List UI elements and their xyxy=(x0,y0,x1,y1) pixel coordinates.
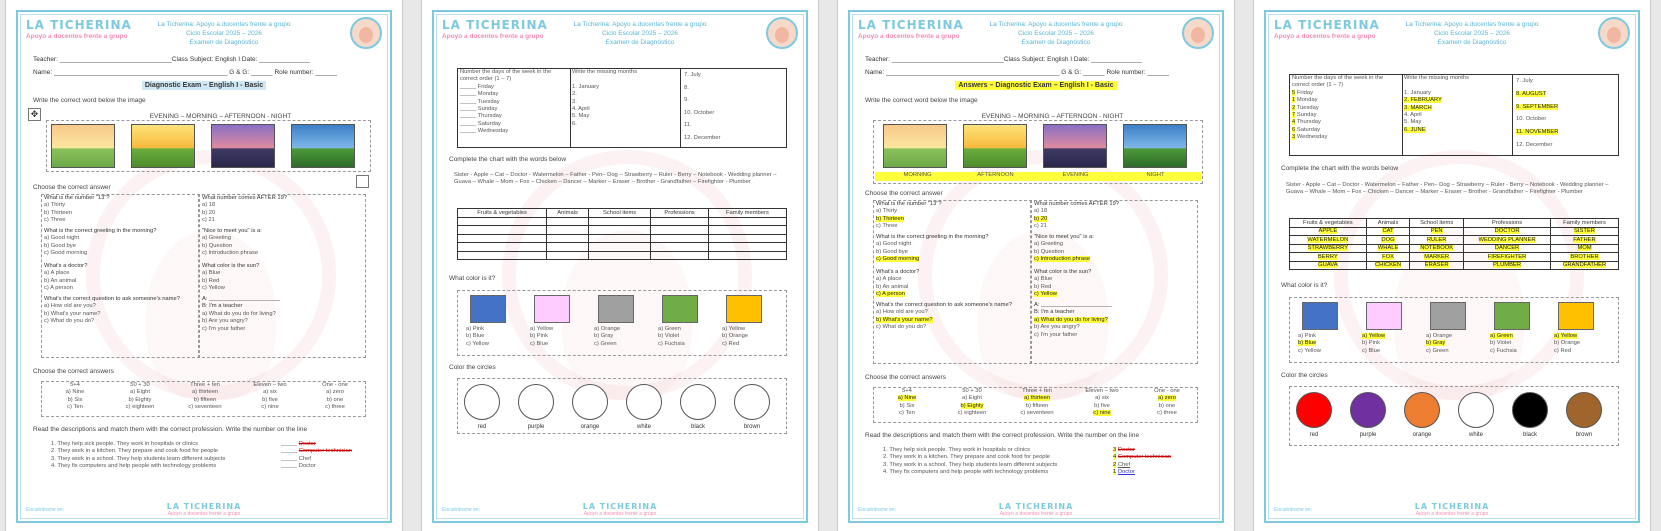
color-options: a) Pink b) Blue c) Yellow xyxy=(466,326,489,347)
evening-image xyxy=(1043,124,1107,168)
sum-column: One - one a) zero b) one c) three xyxy=(1154,388,1180,417)
sum-column: One - one a) zero b) one c) three xyxy=(322,382,348,411)
days-list: Number the days of the week in the correct order (1 – 7) _____ Friday _____ Monday _____ Tuesday _____ Sunday _____ Thursday _____ Saturday _____ Wednesday xyxy=(460,69,552,135)
chart-answers-table: Fruits & vegetables Animals School items Professions Family members APPLE CAT PEN DOCTOR SISTER WATERMELON DOG RULER WEDDING PLANNER FATHER STRAWBERRY WHALE NOTEBOOK DANCER MOM BERRY FOX MARKER FIREFIGHTER BROTHER GUAVA CHICKEN ERASER PLUMBER GRANDFATHER xyxy=(1289,218,1619,270)
color-circle[interactable] xyxy=(1404,392,1440,428)
circle-label: orange xyxy=(1412,432,1432,438)
question-8: A: ______________________ B: I'm a teacher a) What do you do for living? b) Are you angry? c) I'm your father xyxy=(202,296,281,332)
color-swatch xyxy=(1494,302,1530,330)
table-row: STRAWBERRY WHALE NOTEBOOK DANCER MOM xyxy=(1290,244,1619,253)
circle-label: black xyxy=(1522,432,1537,438)
sum-column: 5+4 a) Nine b) Six c) Ten xyxy=(65,382,85,411)
table-row: BERRY FOX MARKER FIREFIGHTER BROTHER xyxy=(1290,253,1619,262)
sum-column: 5+4 a) Nine b) Six c) Ten xyxy=(897,388,917,417)
descriptions-list: 1. They help sick people. They work in hospitals or clinics 2. They work in a kitchen. They prepare and cook food for people 3. They work in a school. They help students learn different subjects 4. They fix computers and help people with technology problems xyxy=(51,441,226,470)
brand-logo: LA TICHERINA xyxy=(858,18,964,32)
circle-label: white xyxy=(636,424,651,430)
chart-table: Fruits & vegetables Animals School items Professions Family members xyxy=(457,208,787,260)
question-2: What number comes AFTER 19? a) 18 b) 20 c) 21 xyxy=(202,195,288,224)
page-header: La Ticherina: Apoyo a docentes frente a grupo Ciclo Escolar 2025 – 2026 Examen de Diagnóstico xyxy=(989,21,1123,46)
color-swatch xyxy=(726,295,762,323)
circle-label: red xyxy=(477,424,487,430)
color-circle[interactable] xyxy=(1512,392,1548,428)
color-options: a) Pink b) Blue c) Yellow xyxy=(1298,333,1321,354)
section-title: Write the correct word below the image xyxy=(33,97,146,104)
color-circle[interactable] xyxy=(626,384,662,420)
footer-brand: LA TICHERINA xyxy=(166,502,242,511)
page-header: La Ticherina: Apoyo a docentes frente a grupo Ciclo Escolar 2025 – 2026 Examen de Diagnóstico xyxy=(1405,21,1539,46)
color-circle[interactable] xyxy=(1566,392,1602,428)
color-circle[interactable] xyxy=(1296,392,1332,428)
afternoon-image xyxy=(131,124,195,168)
color-circle[interactable] xyxy=(734,384,770,420)
color-options: a) Yellow b) Pink c) Blue xyxy=(530,326,554,347)
question-1: What is the number "13"? a) Thirty b) Thirteen c) Three xyxy=(44,195,110,224)
months-right: 7. July 8. 9. 10. October 11. 12. December xyxy=(684,72,721,141)
move-handle-icon[interactable]: ✥ xyxy=(28,108,41,121)
footer-brand: LA TICHERINA xyxy=(1414,502,1490,511)
night-image xyxy=(1123,124,1187,168)
afternoon-image xyxy=(963,124,1027,168)
avatar xyxy=(350,17,382,49)
circle-label: white xyxy=(1468,432,1483,438)
avatar xyxy=(1598,17,1630,49)
avatar xyxy=(766,17,798,49)
section-title: Read the descriptions and match them with the correct profession. Write the number on the line xyxy=(33,426,308,433)
page-2: LA TICHERINA Apoyo a docentes frente a grupo La Ticherina: Apoyo a docentes frente a grupo Ciclo Escolar 2025 – 2026 Examen de Diagnóstico Number the days of the week in the correct order (1 – 7) _____ Friday _____ Monday _____ Tuesday _____ Sunday _____ Thursday _____ Saturday _____ Wednesday Write the missing months 1. January 2. 3. 4. April 5. May 6. 7. July 8. 9. 10. October 11. 12. December Complete the chart with the words below Sister - Apple – Cat – Doctor - Watermelon – Father - Pen– Dog – Strawberry – Ruler - Berry – Notebook - Wedding planner – Guava – Whale – Mom – Fox – Chicken – Dancer – Marker – Eraser – Brother - Grandfather – Firefighter - Plumber Fruits & vegetables Animals School items Professions Family members What color is it? a) Pink b) Blue c) Yellow a) Yellow b) Pink c) Blue a) Orange b) Gray c) Green a) Green b) Violet c) Fuchsia a) Yellow b) Orange c) Red Color the circles red purple orange white black brown Encuéntrame en: LA TICHERINA Apoyo a docentes frente a grupo xyxy=(421,0,819,531)
section-title: Choose the correct answer xyxy=(33,184,111,191)
color-circle[interactable] xyxy=(518,384,554,420)
color-options: a) Yellow b) Orange c) Red xyxy=(1554,333,1581,354)
months-left: Write the missing months 1. January 2. 3. 4. April 5. May 6. xyxy=(572,69,637,127)
sum-column: Three + ten a) thirteen b) fifteen c) seventeen xyxy=(1020,388,1054,417)
page-header: La Ticherina: Apoyo a docentes frente a grupo Ciclo Escolar 2025 – 2026 Examen de Diagnóstico xyxy=(573,21,707,46)
color-options: a) Yellow b) Pink c) Blue xyxy=(1362,333,1386,354)
circle-label: orange xyxy=(580,424,600,430)
page-title: Diagnostic Exam – English I - Basic xyxy=(142,81,266,90)
answer-label: NIGHT xyxy=(1146,172,1165,178)
color-swatch xyxy=(598,295,634,323)
circle-label: brown xyxy=(743,424,761,430)
footer-brand: LA TICHERINA xyxy=(998,502,1074,511)
color-swatch xyxy=(534,295,570,323)
table-row: APPLE CAT PEN DOCTOR SISTER xyxy=(1290,227,1619,236)
section-title: Color the circles xyxy=(449,364,496,371)
brand-logo: LA TICHERINA xyxy=(1274,18,1380,32)
color-swatch xyxy=(1366,302,1402,330)
page-1: LA TICHERINA Apoyo a docentes frente a grupo La Ticherina: Apoyo a docentes frente a grupo Ciclo Escolar 2025 – 2026 Examen de Diagnóstico Teacher: _______________________________Class Subject: English I Date: ______________ Name: ________________________________________________ G & G: ______ Role number: ______ Diagnostic Exam – English I - Basic Write the correct word below the image ✥ EVENING – MORNING – AFTERNOON - NIGHT Choose the correct answer What is the number "13"? a) Thirty b) Thirteen c) Three What number comes AFTER 19? a) 18 b) 20 c) 21 What is the correct greeting in the morning? a) Good night b) Good bye c) Good morning "Nice to meet you" is a: a) Greeting b) Question c) Introduction phrase What's a doctor? a) A place b) An animal c) A person What color is the sun? a) Blue b) Red c) Yellow What's the correct question to ask someone's name? a) How old are you? b) What's your name? c) What do you do? A: ______________________ B: I'm a teacher a) What do you do for living? b) Are you angry? c) I'm your father Choose the correct answers 5+4 a) Nine b) Six c) Ten 50 + 30 a) Eight b) Eighty c) eighteen Three + ten a) thirteen b) fifteen c) seventeen Eleven – two a) six b) five c) nine One - one a) zero b) one c) three Read the descriptions and match them with the correct profession. Write the number on the line 1. They help sick people. They work in hospitals or clinics 2. They work in a kitchen. They prepare and cook food for people 3. They work in a school. They help students learn different subjects 4. They fix computers and help people with technology problems _____ Doctor _____ Computer technician _____ Chef _____ Doctor Encuéntrame en: LA TICHERINA Apoyo a docentes frente a grupo xyxy=(5,0,403,531)
color-swatch xyxy=(470,295,506,323)
page-header: La Ticherina: Apoyo a docentes frente a grupo Ciclo Escolar 2025 – 2026 Examen de Diagnóstico xyxy=(157,21,291,46)
page-4: LA TICHERINA Apoyo a docentes frente a grupo La Ticherina: Apoyo a docentes frente a grupo Ciclo Escolar 2025 – 2026 Examen de Diagnóstico Number the days of the week in the correct order (1 – 7) 5 Friday 1 Monday 2 Tuesday 7 Sunday 4 Thursday 6 Saturday 3 Wednesday Write the missing months 1. January 2. FEBRUARY 3. MARCH 4. April 5. May 6. JUNE 7. July 8. AUGUST 9. SEPTEMBER 10. October 11. NOVEMBER 12. December Complete the chart with the words below Sister - Apple – Cat – Doctor - Watermelon – Father - Pen– Dog – Strawberry – Ruler - Berry – Notebook - Wedding planner – Guava – Whale – Mom – Fox – Chicken – Dancer – Marker – Eraser – Brother - Grandfather – Firefighter - Plumber Fruits & vegetables Animals School items Professions Family members APPLE CAT PEN DOCTOR SISTER WATERMELON DOG RULER WEDDING PLANNER FATHER STRAWBERRY WHALE NOTEBOOK DANCER MOM BERRY FOX MARKER FIREFIGHTER BROTHER GUAVA CHICKEN ERASER PLUMBER GRANDFATHER What color is it? a) Pink b) Blue c) Yellow a) Yellow b) Pink c) Blue a) Orange b) Gray c) Green a) Green b) Violet c) Fuchsia a) Yellow b) Orange c) Red Color the circles red purple orange white black brown Encuéntrame en: LA TICHERINA Apoyo a docentes frente a grupo xyxy=(1253,0,1651,531)
morning-image xyxy=(883,124,947,168)
color-options: a) Green b) Violet c) Fuchsia xyxy=(658,326,685,347)
circle-label: purple xyxy=(527,424,545,430)
sum-column: Eleven – two a) six b) five c) nine xyxy=(253,382,287,411)
question-3: What is the correct greeting in the morning? a) Good night b) Good bye c) Good morning xyxy=(44,228,157,257)
image-word-bank: EVENING – MORNING – AFTERNOON - NIGHT xyxy=(149,113,292,120)
question-7: What's the correct question to ask someone's name? a) How old are you? b) What's your name? c) What do you do? xyxy=(44,296,180,325)
months-answers-left: Write the missing months 1. January 2. FEBRUARY 3. MARCH 4. April 5. May 6. JUNE xyxy=(1404,75,1469,133)
section-title: Choose the correct answers xyxy=(33,368,114,375)
footer-brand: LA TICHERINA xyxy=(582,502,658,511)
night-image xyxy=(291,124,355,168)
brand-tagline: Apoyo a docentes frente a grupo xyxy=(26,33,128,40)
question-4: "Nice to meet you" is a: a) Greeting b) Question c) Introduction phrase xyxy=(202,228,262,257)
answer-label: AFTERNOON xyxy=(977,172,1014,178)
color-swatch xyxy=(662,295,698,323)
answers-professions: 3 Doctor 4 Computer technician 2 Chef 1 Doctor xyxy=(1113,447,1172,476)
avatar xyxy=(1182,17,1214,49)
social-links: Encuéntrame en: xyxy=(26,507,65,513)
answer-label: EVENING xyxy=(1062,172,1089,178)
evening-image xyxy=(211,124,275,168)
brand-logo: LA TICHERINA xyxy=(26,18,132,32)
color-circle[interactable] xyxy=(464,384,500,420)
color-options: a) Yellow b) Orange c) Red xyxy=(722,326,749,347)
color-circle[interactable] xyxy=(572,384,608,420)
professions-list: _____ Doctor _____ Computer technician _____ Chef _____ Doctor xyxy=(281,441,352,470)
answers-title: Answers – Diagnostic Exam – English I - Basic xyxy=(955,81,1116,90)
brand-logo: LA TICHERINA xyxy=(442,18,548,32)
teacher-line: Teacher: _______________________________Class Subject: English I Date: ______________ xyxy=(33,56,310,63)
sum-column: 50 + 30 a) Eight b) Eighty c) eighteen xyxy=(957,388,987,417)
sum-column: 50 + 30 a) Eight b) Eighty c) eighteen xyxy=(125,382,155,411)
circle-label: red xyxy=(1309,432,1319,438)
answer-label: MORNING xyxy=(903,172,932,178)
color-options: a) Green b) Violet c) Fuchsia xyxy=(1490,333,1517,354)
table-row: GUAVA CHICKEN ERASER PLUMBER GRANDFATHER xyxy=(1290,261,1619,270)
circle-label: black xyxy=(690,424,705,430)
color-swatch xyxy=(1430,302,1466,330)
color-options: a) Orange b) Gray c) Green xyxy=(594,326,621,347)
chart-word-bank: Sister - Apple – Cat – Doctor - Watermelon – Father - Pen– Dog – Strawberry – Ruler - Berry – Notebook - Wedding planner – Guava – Whale – Mom – Fox – Chicken – Dancer – Marker – Eraser – Brother - Grandfather – Firefighter - Plumber xyxy=(454,172,777,186)
circle-label: purple xyxy=(1359,432,1377,438)
months-answers-right: 7. July 8. AUGUST 9. SEPTEMBER 10. October 11. NOVEMBER 12. December xyxy=(1516,78,1559,148)
color-swatch xyxy=(1302,302,1338,330)
page-3: LA TICHERINA Apoyo a docentes frente a grupo La Ticherina: Apoyo a docentes frente a grupo Ciclo Escolar 2025 – 2026 Examen de Diagnóstico Teacher: _______________________________Class Subject: English I Date: ______________ Name: ________________________________________________ G & G: ______ Role number: ______ Answers – Diagnostic Exam – English I - Basic Write the correct word below the image EVENING – MORNING – AFTERNOON - NIGHT MORNING AFTERNOON EVENING NIGHT Choose the correct answer What is the number "13"? a) Thirty b) Thirteen c) Three What number comes AFTER 19? a) 18 b) 20 c) 21 What is the correct greeting in the morning? a) Good night b) Good bye c) Good morning "Nice to meet you" is a: a) Greeting b) Question c) Introduction phrase What's a doctor? a) A place b) An animal c) A person What color is the sun? a) Blue b) Red c) Yellow What's the correct question to ask someone's name? a) How old are you? b) What's your name? c) What do you do? A: ______________________ B: I'm a teacher a) What do you do for living? b) Are you angry? c) I'm your father Choose the correct answers 5+4 a) Nine b) Six c) Ten 50 + 30 a) Eight b) Eighty c) eighteen Three + ten a) thirteen b) fifteen c) seventeen Eleven – two a) six b) five c) nine One - one a) zero b) one c) three Read the descriptions and match them with the correct profession. Write the number on the line 1. They help sick people. They work in hospitals or clinics 2. They work in a kitchen. They prepare and cook food for people 3. They work in a school. They help students learn different subjects 4. They fix computers and help people with technology problems 3 Doctor 4 Computer technician 2 Chef 1 Doctor Encuéntrame en: LA TICHERINA Apoyo a docentes frente a grupo xyxy=(837,0,1235,531)
section-title: Complete the chart with the words below xyxy=(449,156,567,163)
color-swatch xyxy=(1558,302,1594,330)
color-circle[interactable] xyxy=(680,384,716,420)
question-6: What color is the sun? a) Blue b) Red c) Yellow xyxy=(202,263,260,292)
table-row: WATERMELON DOG RULER WEDDING PLANNER FATHER xyxy=(1290,236,1619,245)
sum-column: Three + ten a) thirteen b) fifteen c) seventeen xyxy=(188,382,222,411)
color-options: a) Orange b) Gray c) Green xyxy=(1426,333,1453,354)
days-answers: Number the days of the week in the correct order (1 – 7) 5 Friday 1 Monday 2 Tuesday 7 Sunday 4 Thursday 6 Saturday 3 Wednesday xyxy=(1292,75,1384,141)
color-circle[interactable] xyxy=(1458,392,1494,428)
color-circle[interactable] xyxy=(1350,392,1386,428)
morning-image xyxy=(51,124,115,168)
question-5: What's a doctor? a) A place b) An animal c) A person xyxy=(44,263,88,292)
name-line: Name: ________________________________________________ G & G: ______ Role number: ______ xyxy=(33,69,337,76)
circle-label: brown xyxy=(1575,432,1593,438)
sum-column: Eleven – two a) six b) five c) nine xyxy=(1085,388,1119,417)
section-title: What color is it? xyxy=(449,275,496,282)
